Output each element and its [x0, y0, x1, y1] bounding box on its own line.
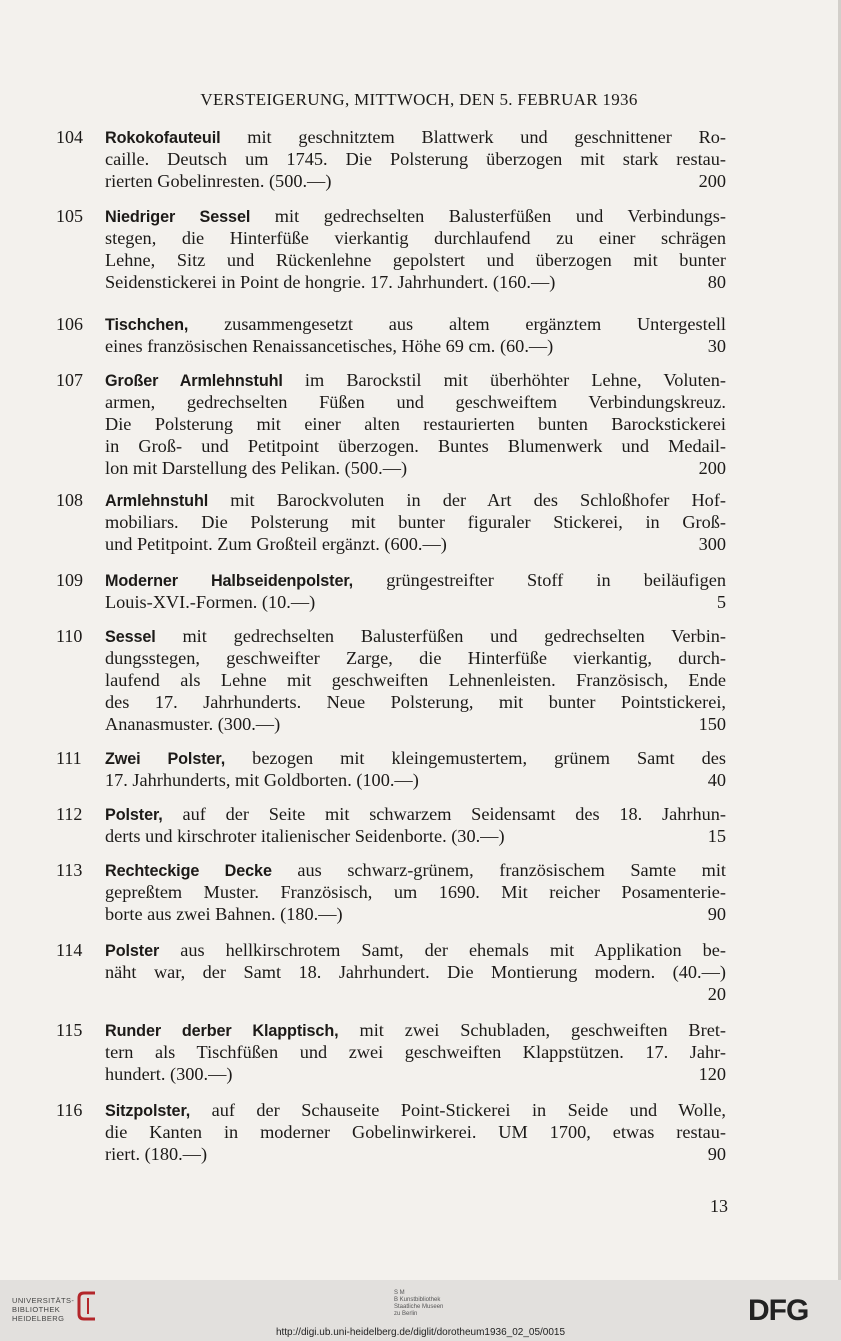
lot-description: [105, 1099, 726, 1165]
library-name: [12, 1296, 74, 1323]
lot-price: 300: [698, 534, 726, 554]
lot-number: 105: [56, 206, 83, 226]
lot-text-line: [105, 249, 726, 271]
lot-text: 17. Jahrhunderts, mit Goldborten. (100.—): [105, 770, 419, 790]
lot-text-line: [105, 271, 726, 293]
lot-text-line: [105, 413, 726, 435]
lot-text: rierten Gobelinresten. (500.—): [105, 171, 332, 191]
lot-text: Ananasmuster. (300.—): [105, 714, 281, 734]
lot-description: [105, 205, 726, 293]
lot-price: 200: [698, 458, 726, 478]
lot-text: auf der Seite mit schwarzem Seidensamt des 18. Jahrhun-: [162, 804, 726, 824]
lot-text-line: [105, 983, 726, 1005]
museum-line: zu Berlin: [394, 1311, 418, 1317]
lot-text-line: [105, 170, 726, 192]
museum-line: B Kunstbibliothek: [394, 1297, 441, 1303]
lot-description: [105, 939, 726, 1005]
lot-text: gepreßtem Muster. Französisch, um 1690. Mit reicher Posamenterie-: [105, 882, 726, 902]
lot-text-line: [105, 713, 726, 735]
lot-number: 113: [56, 860, 83, 880]
lot-description: [105, 313, 726, 357]
museum-line: Staatliche Museen: [394, 1304, 444, 1310]
lot-description: [105, 369, 726, 479]
lot-price: 5: [716, 592, 726, 612]
lot-title: Armlehnstuhl: [105, 492, 209, 510]
lot-text-line: [105, 489, 726, 511]
lot-text-line: [105, 1019, 726, 1041]
lot-text: Lehne, Sitz und Rückenlehne gepolstert und überzogen mit bunter: [105, 250, 726, 270]
lot-text-line: [105, 961, 726, 983]
lot-text-line: [105, 1041, 726, 1063]
lot-text: mit geschnitztem Blattwerk und geschnittener Ro-: [220, 127, 726, 147]
lot-number: 104: [56, 127, 83, 147]
lot-text-line: [105, 457, 726, 479]
lot-text-line: [105, 335, 726, 357]
lot-description: [105, 625, 726, 735]
lot-text-line: [105, 881, 726, 903]
lot-text-line: [105, 369, 726, 391]
lot-text: mit gedrechselten Balusterfüßen und Verbindungs-: [250, 206, 726, 226]
lot-price: 80: [707, 272, 726, 292]
lot-title: Rechteckige Decke: [105, 862, 272, 880]
lot-number: 115: [56, 1020, 83, 1040]
lot-text: in Groß- und Petitpoint überzogen. Buntes Blumenwerk und Medail-: [105, 436, 726, 456]
lot-text-line: [105, 313, 726, 335]
lot-text: aus hellkirschrotem Samt, der ehemals mit Applikation be-: [159, 940, 726, 960]
lot-text: zusammengesetzt aus altem ergänztem Untergestell: [188, 314, 726, 334]
lot-text-line: [105, 747, 726, 769]
lot-text: armen, gedrechselten Füßen und geschweiftem Verbindungskreuz.: [105, 392, 726, 412]
lot-title: Zwei Polster,: [105, 750, 226, 768]
lot-price: 30: [707, 336, 726, 356]
lot-text-line: [105, 1143, 726, 1165]
lot-text-line: [105, 625, 726, 647]
lot-text: eines französischen Renaissancetisches, Höhe 69 cm. (60.—): [105, 336, 554, 356]
museum-credit: [394, 1290, 443, 1318]
lot-text-line: [105, 769, 726, 791]
lot-text-line: [105, 1121, 726, 1143]
lot-title: Polster: [105, 942, 160, 960]
lot-text-line: [105, 669, 726, 691]
lot-number: 111: [56, 748, 82, 768]
lot-price: 40: [707, 770, 726, 790]
lot-text-line: [105, 647, 726, 669]
lot-text: Die Polsterung mit einer alten restaurierten bunten Barockstickerei: [105, 414, 726, 434]
lot-price: 150: [698, 714, 726, 734]
lot-text-line: [105, 859, 726, 881]
lot-text-line: [105, 227, 726, 249]
lot-price: 90: [707, 904, 726, 924]
library-line: UNIVERSITÄTS-: [12, 1296, 75, 1305]
lot-text-line: [105, 435, 726, 457]
lot-text: mit Barockvoluten in der Art des Schloßhofer Hof-: [208, 490, 726, 510]
lot-price: 20: [707, 984, 726, 1004]
lot-text: dungsstegen, geschweifter Zarge, die Hinterfüße vierkantig, durch-: [105, 648, 726, 668]
lot-number: 106: [56, 314, 83, 334]
lot-price: 200: [698, 171, 726, 191]
lot-title: Großer Armlehnstuhl: [105, 372, 283, 390]
lot-text: hundert. (300.—): [105, 1064, 233, 1084]
lot-text: näht war, der Samt 18. Jahrhundert. Die Montierung modern. (40.—): [105, 962, 726, 982]
lot-description: [105, 1019, 726, 1085]
lot-text: laufend als Lehne mit geschweiften Lehnenleisten. Französisch, Ende: [105, 670, 726, 690]
lot-number: 110: [56, 626, 83, 646]
lot-description: [105, 569, 726, 613]
lot-number: 116: [56, 1100, 83, 1120]
lot-title: Polster,: [105, 806, 163, 824]
lot-text: bezogen mit kleingemustertem, grünem Samt des: [225, 748, 726, 768]
lot-text-line: [105, 511, 726, 533]
lot-title: Sitzpolster,: [105, 1102, 191, 1120]
lot-text: und Petitpoint. Zum Großteil ergänzt. (600.—): [105, 534, 447, 554]
lot-text-line: [105, 825, 726, 847]
lot-number: 107: [56, 370, 83, 390]
lot-text-line: [105, 126, 726, 148]
lot-text: caille. Deutsch um 1745. Die Polsterung überzogen mit stark restau-: [105, 149, 726, 169]
lot-number: 109: [56, 570, 83, 590]
lot-text: mit zwei Schubladen, geschweiften Bret-: [338, 1020, 726, 1040]
lot-description: [105, 126, 726, 192]
lot-description: [105, 489, 726, 555]
lot-number: 114: [56, 940, 83, 960]
lot-text: Seidenstickerei in Point de hongrie. 17. Jahrhundert. (160.—): [105, 272, 556, 292]
lot-text-line: [105, 691, 726, 713]
lot-text-line: [105, 803, 726, 825]
lot-title: Runder derber Klapptisch,: [105, 1022, 339, 1040]
lot-text: tern als Tischfüßen und zwei geschweiften Klappstützen. 17. Jahr-: [105, 1042, 726, 1062]
lot-title: Rokokofauteuil: [105, 129, 221, 147]
library-logo-icon: [75, 1290, 101, 1322]
lot-text: grüngestreifter Stoff in beiläufigen: [353, 570, 726, 590]
lot-text-line: [105, 1099, 726, 1121]
lot-text-line: [105, 903, 726, 925]
lot-text-line: [105, 569, 726, 591]
lot-number: 108: [56, 490, 83, 510]
lot-price: 15: [707, 826, 726, 846]
lot-text: des 17. Jahrhunderts. Neue Polsterung, mit bunter Pointstickerei,: [105, 692, 726, 712]
lot-text-line: [105, 148, 726, 170]
lot-text: mobiliars. Die Polsterung mit bunter figuraler Stickerei, in Groß-: [105, 512, 726, 532]
lot-number: 112: [56, 804, 83, 824]
lot-text: aus schwarz-grünem, französischem Samte mit: [271, 860, 726, 880]
lot-text-line: [105, 591, 726, 613]
lot-text: mit gedrechselten Balusterfüßen und gedrechselten Verbin-: [155, 626, 726, 646]
page-header: VERSTEIGERUNG, MITTWOCH, DEN 5. FEBRUAR 1936: [200, 90, 638, 109]
lot-price: 120: [698, 1064, 726, 1084]
lot-text-line: [105, 1063, 726, 1085]
lot-price: 90: [707, 1144, 726, 1164]
lot-text: im Barockstil mit überhöhter Lehne, Voluten-: [282, 370, 726, 390]
lot-text-line: [105, 939, 726, 961]
lot-title: Tischchen,: [105, 316, 189, 334]
library-line: HEIDELBERG: [12, 1314, 65, 1323]
lot-title: Sessel: [105, 628, 156, 646]
lot-text-line: [105, 205, 726, 227]
lot-title: Niedriger Sessel: [105, 208, 251, 226]
dfg-logo: DFG: [748, 1294, 809, 1327]
lot-text: die Kanten in moderner Gobelinwirkerei. UM 1700, etwas restau-: [105, 1122, 726, 1142]
lot-description: [105, 803, 726, 847]
lot-text: stegen, die Hinterfüße vierkantig durchlaufend zu einer schrägen: [105, 228, 726, 248]
library-line: BIBLIOTHEK: [12, 1305, 61, 1314]
lot-text: lon mit Darstellung des Pelikan. (500.—): [105, 458, 408, 478]
lot-text: Louis-XVI.-Formen. (10.—): [105, 592, 316, 612]
lot-text: derts und kirschroter italienischer Seidenborte. (30.—): [105, 826, 505, 846]
source-url[interactable]: http://digi.ub.uni-heidelberg.de/diglit/dorotheum1936_02_05/0015: [275, 1327, 566, 1338]
lot-text: auf der Schauseite Point-Stickerei in Seide und Wolle,: [190, 1100, 726, 1120]
museum-line: S M: [394, 1290, 405, 1296]
lot-text: riert. (180.—): [105, 1144, 208, 1164]
lot-text-line: [105, 533, 726, 555]
lot-description: [105, 747, 726, 791]
lot-title: Moderner Halbseidenpolster,: [105, 572, 354, 590]
lot-text-line: [105, 391, 726, 413]
lot-text: borte aus zwei Bahnen. (180.—): [105, 904, 343, 924]
page-number: 13: [710, 1196, 728, 1216]
lot-description: [105, 859, 726, 925]
